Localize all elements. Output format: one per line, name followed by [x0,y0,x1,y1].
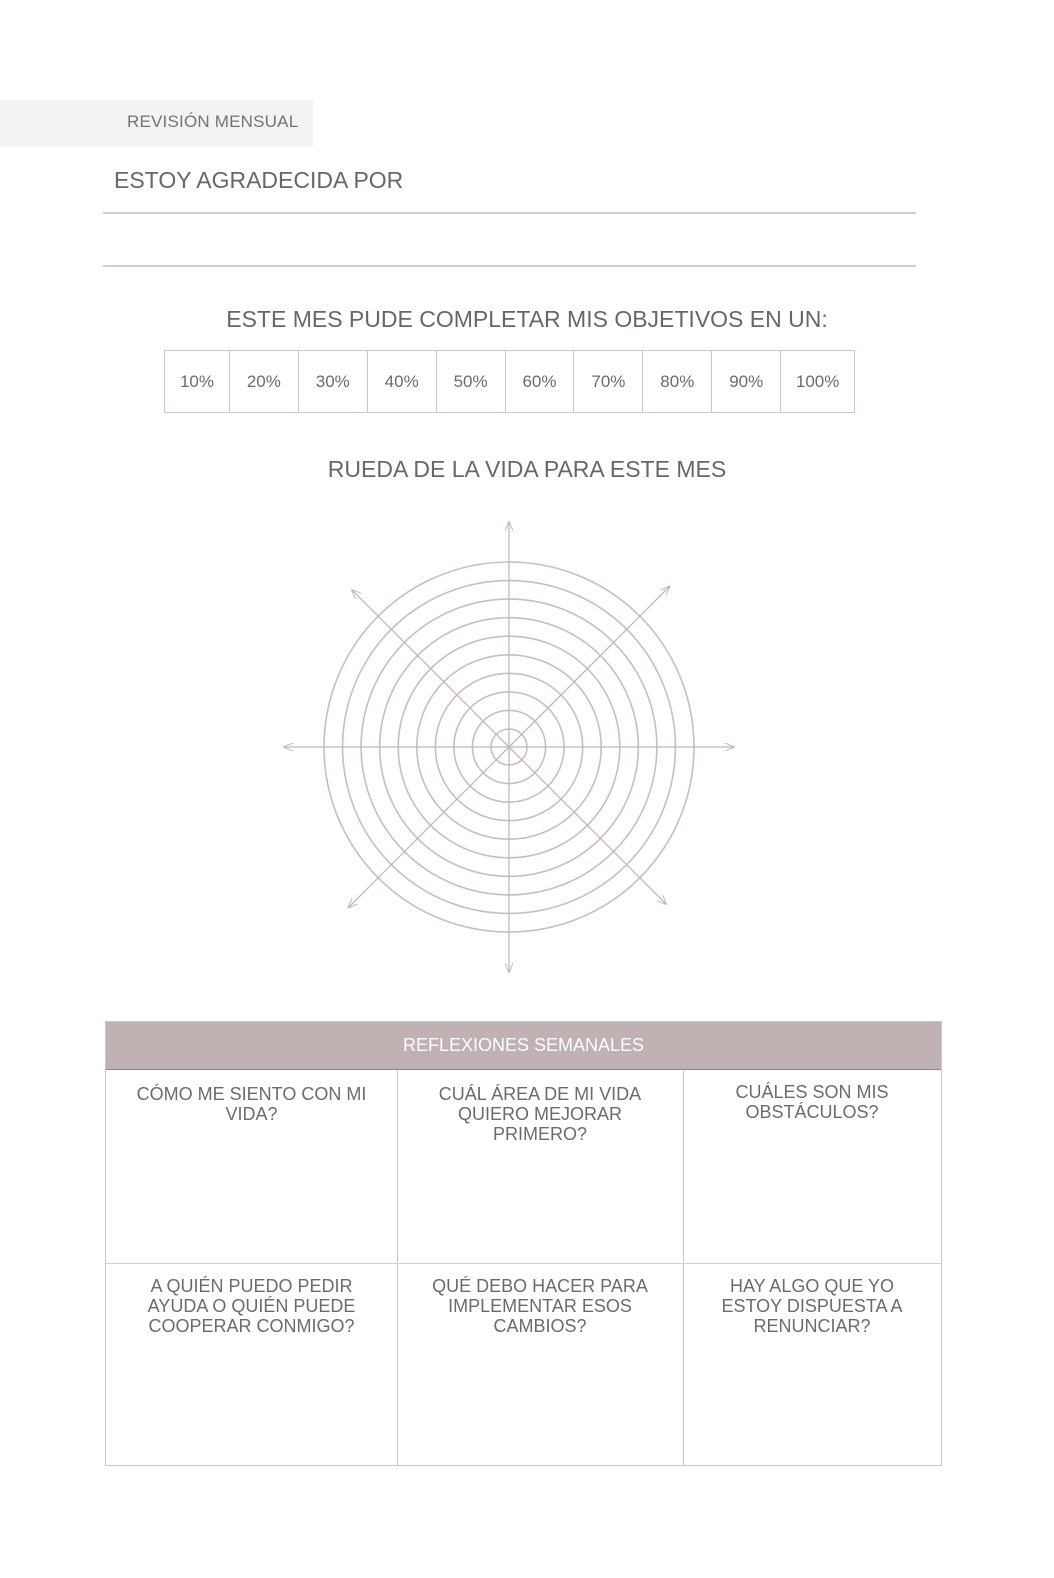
section-tab [0,100,313,147]
reflection-question: CÓMO ME SIENTO CON MI VIDA? [136,1084,367,1124]
objectives-heading: ESTE MES PUDE COMPLETAR MIS OBJETIVOS EN UN: [226,306,828,332]
objectives-percentage-table [164,350,855,413]
wheel-of-life-diagram[interactable] [270,510,750,990]
wheel-spoke-arrow [509,747,666,904]
wheel-heading: RUEDA DE LA VIDA PARA ESTE MES [327,456,727,482]
percentage-option[interactable]: 10% [165,351,230,412]
percentage-option[interactable]: 100% [795,371,840,391]
section-tab-label: REVISIÓN MENSUAL [127,112,299,131]
reflection-question: CUÁLES SON MIS OBSTÁCULOS? [735,1082,889,1122]
wheel-spoke-arrow [509,586,670,747]
weekly-reflections-table [105,1021,942,1466]
column-divider [683,1070,684,1466]
percentage-option[interactable]: 60% [506,351,575,412]
percentage-option[interactable]: 50% [437,351,506,412]
gratitude-writing-line-2[interactable] [103,265,916,267]
gratitude-writing-line-1[interactable] [103,212,916,214]
wheel-spoke-arrow [348,747,509,908]
reflection-question: QUÉ DEBO HACER PARA IMPLEMENTAR ESOS CAMBIOS? [432,1276,648,1336]
percentage-option[interactable]: 30% [299,351,368,412]
gratitude-label: ESTOY AGRADECIDA POR [114,167,404,193]
wheel-spoke-arrow [352,590,509,747]
percentage-option[interactable]: 90% [712,351,781,412]
reflection-question: A QUIÉN PUEDO PEDIR AYUDA O QUIÉN PUEDE COOPERAR CONMIGO? [147,1276,356,1336]
percentage-option[interactable]: 80% [643,351,712,412]
weekly-reflections-title: REFLEXIONES SEMANALES [106,1022,941,1070]
reflection-question: CUÁL ÁREA DE MI VIDA QUIERO MEJORAR PRIMERO? [438,1084,642,1144]
percentage-option[interactable]: 40% [368,351,437,412]
percentage-option[interactable]: 20% [230,351,299,412]
reflection-question: HAY ALGO QUE YO ESTOY DISPUESTA A RENUNCIAR? [721,1276,903,1336]
row-divider [106,1263,941,1264]
percentage-option[interactable]: 70% [574,351,643,412]
